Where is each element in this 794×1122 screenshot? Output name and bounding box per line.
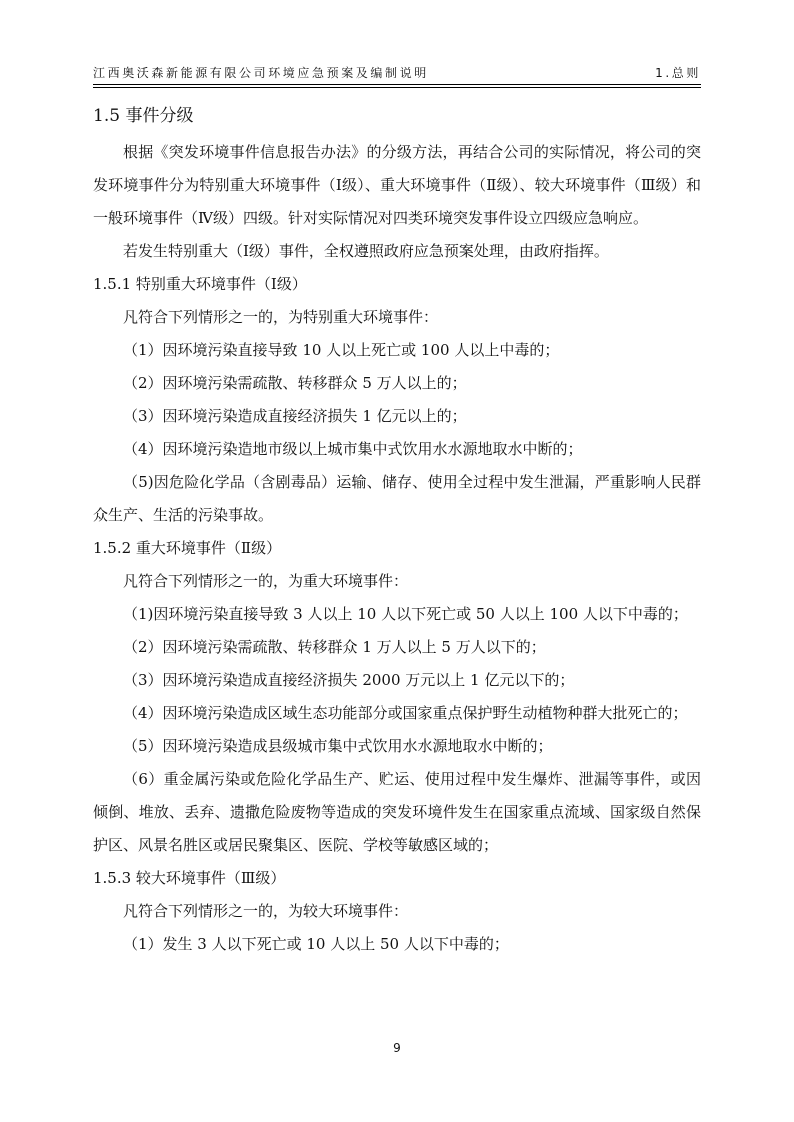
list-item: （1）发生 3 人以下死亡或 10 人以上 50 人以下中毒的； [123,935,509,953]
list-item: （3）因环境污染造成直接经济损失 2000 万元以上 1 亿元以下的； [123,671,575,689]
section-intro: 根据《突发环境事件信息报告办法》的分级方法，再结合公司的实际情况，将公司的突发环境事件分为特别重大环境事件（Ⅰ级）、重大环境事件（Ⅱ级）、较大环境事件（Ⅲ级）和一般环境事件（Ⅳ级）四级。针对实际情况对四类环境突发事件设立四级应急响应。 [93,143,701,227]
list-item: （2）因环境污染需疏散、转移群众 5 万人以上的； [123,374,467,392]
page-header [93,64,701,85]
list-item: （1)因环境污染直接导致 3 人以上 10 人以下死亡或 50 人以上 100 人以下中毒的； [123,605,688,623]
section-note: 若发生特别重大（I级）事件，全权遵照政府应急预案处理，由政府指挥。 [123,242,609,260]
level-2-lead: 凡符合下列情形之一的，为重大环境事件： [123,572,409,590]
page-number: 9 [393,1041,401,1055]
header-document-title: 江西奥沃森新能源有限公司环境应急预案及编制说明 [93,66,429,80]
page-content [93,98,701,961]
list-item: （4）因环境污染造地市级以上城市集中式饮用水水源地取水中断的； [123,440,583,458]
level-3-title: 1.5.3 较大环境事件（Ⅲ级） [93,869,286,887]
section-title: 1.5 事件分级 [93,106,194,126]
list-item: （6）重金属污染或危险化学品生产、贮运、使用过程中发生爆炸、泄漏等事件，或因倾倒、堆放、丢弃、遗撒危险废物等造成的突发环境件发生在国家重点流域、国家级自然保护区、风景名胜区或居民聚集区、医院、学校等敏感区域的； [93,770,701,854]
level-1-lead: 凡符合下列情形之一的，为特别重大环境事件： [123,308,439,326]
header-rule [93,87,701,88]
list-item: （3）因环境污染造成直接经济损失 1 亿元以上的； [123,407,467,425]
level-3-lead: 凡符合下列情形之一的，为较大环境事件： [123,902,409,920]
list-item: （1）因环境污染直接导致 10 人以上死亡或 100 人以上中毒的； [123,341,560,359]
level-1-title: 1.5.1 特别重大环境事件（Ⅰ级） [93,275,307,293]
level-2-title: 1.5.2 重大环境事件（Ⅱ级） [93,539,282,557]
list-item: （2）因环境污染需疏散、转移群众 1 万人以上 5 万人以下的； [123,638,546,656]
level-2 [93,532,701,862]
level-3 [93,862,701,961]
header-chapter: 1.总则 [655,66,701,80]
list-item: （5)因危险化学品（含剧毒品）运输、储存、使用全过程中发生泄漏，严重影响人民群众生产、生活的污染事故。 [93,473,701,524]
list-item: （4）因环境污染造成区域生态功能部分或国家重点保护野生动植物种群大批死亡的； [123,704,688,722]
list-item: （5）因环境污染造成县级城市集中式饮用水水源地取水中断的； [123,737,553,755]
level-1 [93,268,701,532]
